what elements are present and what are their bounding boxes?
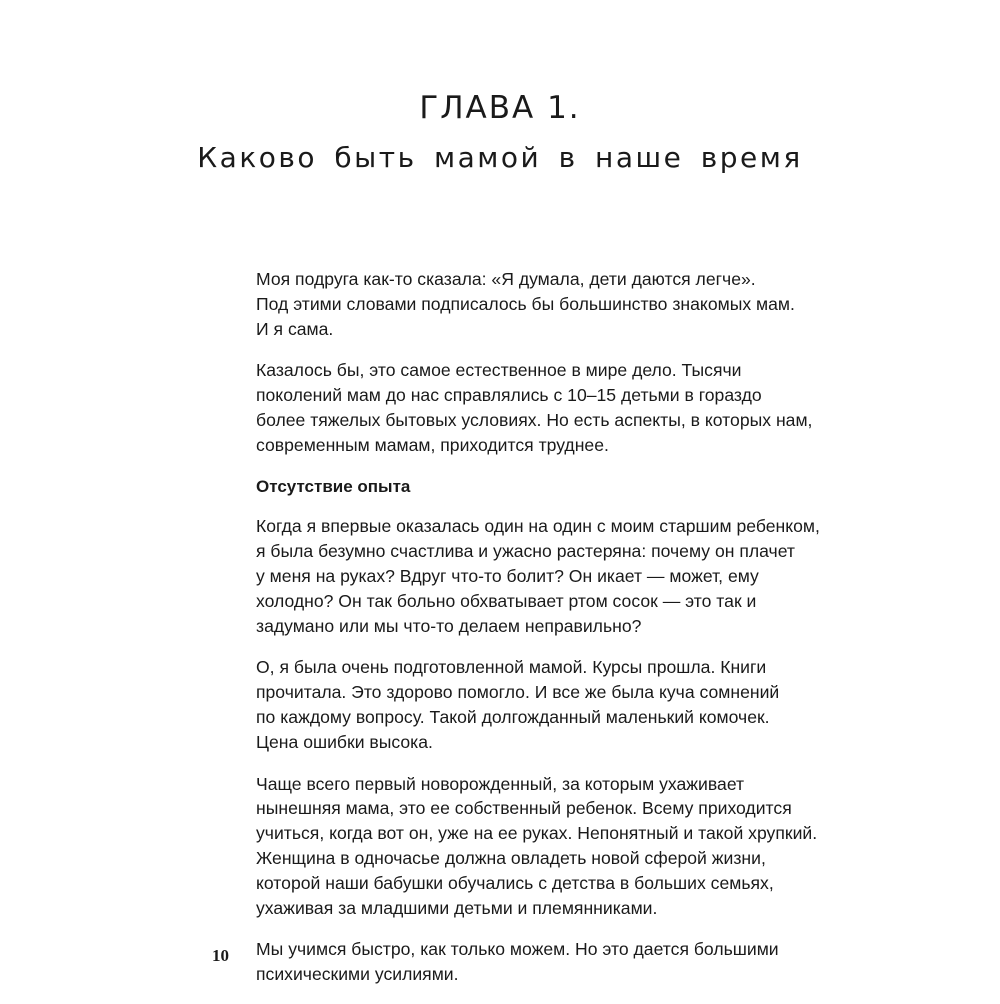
paragraph (256, 514, 820, 638)
paragraph (256, 267, 795, 341)
text-line: Моя подруга как-то сказала: «Я думала, дети даются легче». (256, 269, 756, 289)
text-line: ухаживая за младшими детьми и племянниками. (256, 897, 658, 918)
text-line: Когда я впервые оказалась один на один с моим старшим ребенком, (256, 516, 820, 537)
chapter-title: Каково быть мамой в наше время (197, 141, 803, 174)
text-line: Женщина в одночасье должна овладеть новой сферой жизни, (256, 847, 766, 868)
text-line: прочитала. Это здорово помогло. И все же была куча сомнений (256, 682, 780, 703)
text-line: Казалось бы, это самое естественное в мире дело. Тысячи (256, 360, 742, 381)
paragraph (256, 655, 780, 754)
text-line: О, я была очень подготовленной мамой. Курсы прошла. Книги (256, 657, 767, 678)
text-line: я была безумно счастлива и ужасно растеряна: почему он плачет (256, 541, 795, 562)
text-line: у меня на руках? Вдруг что-то болит? Он икает — может, ему (256, 565, 759, 586)
paragraph (256, 937, 779, 987)
section-heading: Отсутствие опыта (256, 476, 411, 496)
text-line: по каждому вопросу. Такой долгожданный маленький комочек. (256, 706, 770, 727)
paragraph (256, 772, 818, 921)
text-line: Мы учимся быстро, как только можем. Но это дается большими (256, 939, 779, 960)
text-line: которой наши бабушки обучались с детства в больших семьях, (256, 872, 774, 893)
page-number: 10 (212, 946, 229, 965)
paragraph (256, 358, 813, 457)
text-line: современным мамам, приходится труднее. (256, 434, 609, 455)
text-line: учиться, когда вот он, уже на ее руках. Непонятный и такой хрупкий. (256, 823, 818, 844)
text-line: И я сама. (256, 318, 334, 339)
text-line: более тяжелых бытовых условиях. Но есть аспекты, в которых нам, (256, 409, 813, 430)
chapter-header (0, 88, 1000, 178)
text-line: Чаще всего первый новорожденный, за которым ухаживает (256, 773, 745, 794)
text-line: нынешняя мама, это ее собственный ребенок. Всему приходится (256, 798, 792, 819)
body-text (256, 267, 820, 1004)
text-line: Цена ошибки высока. (256, 731, 433, 752)
text-line: психическими усилиями. (256, 964, 459, 985)
text-line: задумано или мы что-то делаем неправильно? (256, 615, 642, 636)
chapter-number: ГЛАВА 1. (419, 90, 581, 126)
text-line: Под этими словами подписалось бы большинство знакомых мам. (256, 293, 795, 314)
text-line: поколений мам до нас справлялись с 10–15 детьми в гораздо (256, 385, 762, 406)
text-line: холодно? Он так больно обхватывает ртом сосок — это так и (256, 590, 757, 611)
